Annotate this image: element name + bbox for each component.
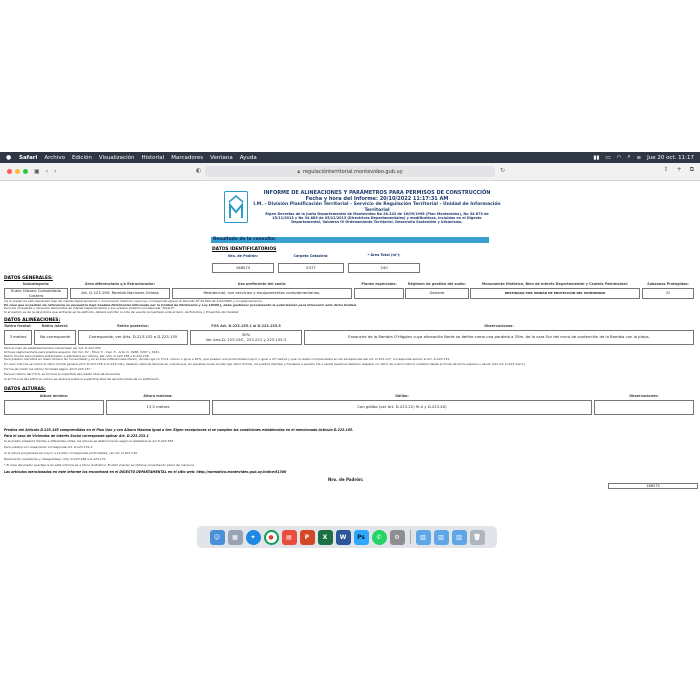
minimize-window-button[interactable]	[15, 169, 20, 174]
final-note-1: Predios del Artículo D.223.165 comprendidos en el Plan Uno y con Albura Máxima igual a 0m: Rigen excepciones si se cumplen las condiciones establecidas en el mencionado Artículo D.223.165.	[4, 428, 354, 432]
word-icon[interactable]: W	[336, 530, 351, 545]
final-note-2: Para el caso de Viviendas de Interés Social corresponde aplicar Art. D.223.233.1	[4, 434, 149, 438]
generales-note-3: Para los inmuebles y recaudos declarados de Interés Departamental y sus predios linderos corresponde "Nivel P".	[4, 306, 176, 310]
value-subzonas: Sí	[642, 288, 694, 299]
alineaciones-note-5: En caso informe se indica el retiro frontal general (Art. D.223.156 al D.223.141), deberán además tenerse en cuenta que, en aquellas zonas donde rige retiro frontal, los predios frente/s y frente/as a aquella Vía o senda peatonal deberán respetar un retiro de cuatro metros medidos desde el límite de dicho espacio o senda (Ver Art. D.223.142.1).	[4, 362, 526, 366]
powerpoint-icon[interactable]: P	[300, 530, 315, 545]
status-icon[interactable]: ▮▮	[593, 154, 600, 161]
header-altura-minima: Altura mínima:	[39, 394, 69, 398]
report-subtitle-line-2: 25/11/2013 y No 34.885 de 05/12/2013 (Directrices Departamentales) y modificativos, incluidos en el Digesto	[272, 216, 482, 221]
report-page	[0, 181, 700, 526]
search-icon[interactable]: ⌕	[627, 154, 631, 160]
launchpad-icon[interactable]: ▦	[228, 530, 243, 545]
final-note-4: Para predios con basamento corresponde Art. D.223.151.1.	[4, 445, 94, 449]
back-icon[interactable]: ‹	[45, 168, 49, 175]
alineaciones-note-4: Para predios ubicados en Suelo Urbano No Consolidado y en el Área Diferenciada Malvín, donde rige un F.O.S. menor o igual a 60%, que posean una profundidad mayor o igual a 25 metros y que no estén comprendidos en las excepciones del Art. D.223.117, corresponde aplicar el Art. D.223.151.	[4, 357, 451, 361]
value-retiro-frontal: 3 metros	[4, 330, 32, 345]
value-carpeta-catastral: 5377	[278, 263, 344, 273]
value-retiro-lateral: No corresponde	[34, 330, 76, 345]
browser-toolbar	[0, 163, 700, 181]
alineaciones-note-1: Para el caso de establecimientos industriales ver Art. D.223.353.	[4, 346, 102, 350]
applications-folder-icon[interactable]: ▥	[452, 530, 467, 545]
final-note-6: Basamento (opiadores y retiagiantes): Arts. D.223.166 a D.223.171.	[4, 457, 107, 461]
new-tab-icon[interactable]: +	[676, 166, 682, 173]
header-area-diferenciada: Área diferenciada y/o Estructurador:	[85, 282, 155, 286]
header-observaciones: Observaciones:	[484, 324, 514, 328]
value-galibo: Con gálibo (ver Art. D.223.22) 9l-4 y D.223.40)	[212, 400, 592, 415]
zoom-window-button[interactable]	[23, 169, 28, 174]
header-nro-padron: Nro. de Padrón:	[227, 254, 259, 258]
battery-icon[interactable]: ▭	[605, 154, 611, 161]
final-note-7: * El área del predio que figura en este informe es a título ilustrativo. El dato preciso se obtiene consultando plano de mensura.	[4, 463, 195, 467]
report-division: I.M. - División Planificación Territorial - Servicio de Regulación Territorial - Unidad de Información Territorial	[253, 202, 501, 213]
value-altura-maxima: 13,5 metros	[106, 400, 210, 415]
dock-separator	[410, 530, 411, 544]
reload-icon[interactable]: ↻	[500, 167, 506, 174]
report-subtitle	[252, 212, 502, 225]
excel-icon[interactable]: X	[318, 530, 333, 545]
alineaciones-note-6: Forma de medir los retiros frontales según Art.D.223.137.	[4, 367, 92, 371]
finder-icon[interactable]: ☺	[210, 530, 225, 545]
value-uso-preferente: Residencial, con servicios y equipamientos complementarios.	[172, 288, 352, 299]
menu-bar	[0, 152, 700, 163]
documents-folder-icon[interactable]: ▥	[434, 530, 449, 545]
control-center-icon[interactable]: ≡	[636, 154, 642, 161]
section-alturas-title: DATOS ALTURAS:	[4, 387, 46, 392]
value-observaciones: Ensanche de la Rambla O'Higgins cuya alineación Norte se define como una paralela a 35m. de la cara Sur del muro de contención de la Rambla con la playa.	[304, 330, 694, 345]
montevideo-logo	[224, 191, 248, 223]
value-monumento: DESTINADO POR UNIDAD DE PROTECCIÓN DEL PATRIMONIO	[470, 288, 640, 299]
lock-icon: 🔒︎	[297, 168, 300, 175]
section-alineaciones-title: DATOS ALINEACIONES:	[4, 318, 61, 323]
screen	[0, 152, 700, 548]
result-bar: Resultado de la consulta:	[211, 237, 489, 243]
menu-marcadores[interactable]: Marcadores	[171, 154, 204, 161]
header-carpeta-catastral: Carpeta Catastral:	[293, 254, 329, 258]
whatsapp-icon[interactable]: ✆	[372, 530, 387, 545]
header-alturas-observaciones: Observaciones:	[629, 394, 659, 398]
header-galibo: Gálibo:	[395, 394, 409, 398]
tab-overview-icon[interactable]: ⧉	[689, 166, 694, 173]
header-retiro-frontal: Retiro frontal:	[4, 324, 32, 328]
report-datetime: Fecha y hora del Informe: 20/10/2022 11:17:31 AM	[305, 196, 449, 202]
final-note-8: Las artículos mencionados en este informe los encontrará en el DIGESTO DEPARTAMENTAL en el sitio web: http://normativa.montevideo.gub.uy/indice/61300	[4, 470, 287, 474]
header-altura-maxima: Altura máxima:	[143, 394, 173, 398]
header-uso-preferente: Uso preferente del suelo:	[237, 282, 287, 286]
header-planes-especiales: Planes especiales:	[361, 282, 397, 286]
value-area-total: 240	[348, 263, 420, 273]
report-subtitle-line-3: Departamental, Volumen IV Ordenamiento Territorial, Desarrollo Sostenible y Urbanismo.	[291, 220, 463, 225]
sidebar-icon[interactable]: ▣	[34, 168, 40, 175]
clock[interactable]: Jue 20 oct. 11:17	[647, 154, 694, 161]
alineaciones-note-2: Ochava reglamentaria para predios esquina: Ver Vol. XV - Título 5 - Cap. 5 - Arts. D. 3266, 3267 y 3261.	[4, 350, 161, 354]
value-nro-padron: 168575	[212, 263, 274, 273]
generales-note-2: En caso que el padrón de referencia se encuentre bajo Cautela Patrimonial informado por la Unidad de Patrimonio y Ley 18308 J, debe gestionar previamente la autorización para intervenir ante dicha Unidad.	[4, 302, 357, 307]
browser-window	[0, 163, 700, 548]
safari-icon[interactable]: ✦	[246, 530, 261, 545]
share-icon[interactable]: ⇪	[663, 166, 669, 173]
menu-historial[interactable]: Historial	[141, 154, 165, 161]
footer-nro-padron-value: 168575	[608, 483, 698, 489]
page-settings-icon[interactable]: ◐	[196, 167, 202, 174]
menu-edicion[interactable]: Edición	[71, 154, 92, 161]
trash-icon[interactable]: 🗑︎	[470, 530, 485, 545]
calendar-icon[interactable]: ▤	[282, 530, 297, 545]
alineaciones-note-7: Para el cálculo del F.O.S. se tomará la superficie del predio libre de ensanche.	[4, 372, 121, 376]
apple-icon[interactable]: ●	[6, 154, 12, 161]
value-retiro-posterior: Corresponde, ver Arts. D.223.152 a D.223.155	[78, 330, 188, 345]
menu-app[interactable]: Safari	[19, 154, 38, 161]
header-fos: FOS Art. D.223.155.1 al D.223.155.5	[211, 324, 281, 328]
generales-note-1: (1) el predio ha sido declarado bien de interés Departamental o monumento histórico nacional, corresponde aplicar el Decreto Nº 26.864 de 2/10/1995 y complementarios.	[4, 299, 263, 303]
header-area-total: * Área Total (m²):	[367, 253, 401, 257]
report-subtitle-line-1: Rigen Decretos de la Junta Departamental de Montevideo No 28.242 de 16/09/1998 (Plan Montevideo), No 34.870 de	[265, 212, 489, 216]
forward-icon[interactable]: ›	[54, 168, 57, 175]
value-fos: 30% Ver Arts.D. 223.195 , 223.221 y 223.155.3	[190, 330, 302, 345]
report-title-text: INFORME DE ALINEACIONES Y PARÁMETROS PARA PERMISOS DE CONSTRUCCIÓN	[263, 190, 491, 196]
menu-archivo[interactable]: Archivo	[44, 154, 65, 161]
report-title	[252, 190, 502, 214]
menu-visualizacion[interactable]: Visualización	[98, 154, 135, 161]
footer-nro-padron-label: Nro. de Padrón:	[328, 477, 364, 482]
address-bar[interactable]	[205, 166, 495, 177]
dock	[197, 526, 497, 548]
value-planes-especiales	[354, 288, 404, 299]
header-subzonas: Subzonas Protegidas:	[647, 282, 689, 286]
value-subcategoria: Suelo Urbano Consolidado Costero	[4, 288, 68, 299]
alineaciones-note-3: Retiro frontal para predios enfrentados a afectados por retiros, Ver Arts. D.223.158 a D.223.159.	[4, 353, 150, 358]
value-alturas-observaciones	[594, 400, 694, 415]
header-retiro-posterior: Retiro posterior:	[117, 324, 149, 328]
header-subcategoria: Subcategoría:	[22, 282, 50, 286]
header-monumento: Monumento Histórico, Bien de interés Departamental y Cautela Patrimonial:	[481, 282, 629, 286]
header-retiro-lateral: Retiro lateral:	[41, 324, 69, 328]
generales-note-4: Si el padrón es de la de pública que enfrente se ha definido, deberá solicitar la cota de vaante proyectada ante el Serv. de Estudios y Proyectos de Vialidad.	[4, 309, 240, 314]
value-regimen-gestion: General	[405, 288, 469, 299]
downloads-folder-icon[interactable]: ▥	[416, 530, 431, 545]
section-generales-title: DATOS GENERALES:	[4, 276, 53, 281]
alineaciones-note-8: Si el F.O.S es del 100% el mismo se aplicará sobre la superficie libre de servidumbres de no edificación.	[4, 377, 161, 381]
value-area-diferenciada: Art. D.223.195: Rambla Naciones Unidas	[70, 288, 170, 299]
system-preferences-icon[interactable]: ⚙	[390, 530, 405, 545]
url-text: regulaciónterritorial.montevideo.gub.uy	[303, 168, 403, 175]
menu-ayuda[interactable]: Ayuda	[239, 154, 257, 161]
final-note-5: Si la altura proyectada es mayor a 12,00m corresponde profundidad, ver Art. D.223.145.	[4, 451, 138, 455]
section-identificatorios-title: DATOS IDENTIFICATORIOS	[212, 247, 277, 252]
chrome-icon[interactable]: ●	[264, 530, 279, 545]
value-altura-minima	[4, 400, 104, 415]
photoshop-icon[interactable]: Ps	[354, 530, 369, 545]
menu-ventana[interactable]: Ventana	[210, 154, 233, 161]
final-note-3: Si el predio presenta frentes a diferentes calles, las alturas se determinarán según lo establece el Art.D.223.363	[4, 439, 174, 443]
header-regimen-gestion: Régimen de gestión del suelo:	[408, 282, 466, 286]
wifi-icon[interactable]: ◠	[616, 154, 622, 161]
close-window-button[interactable]	[7, 169, 12, 174]
